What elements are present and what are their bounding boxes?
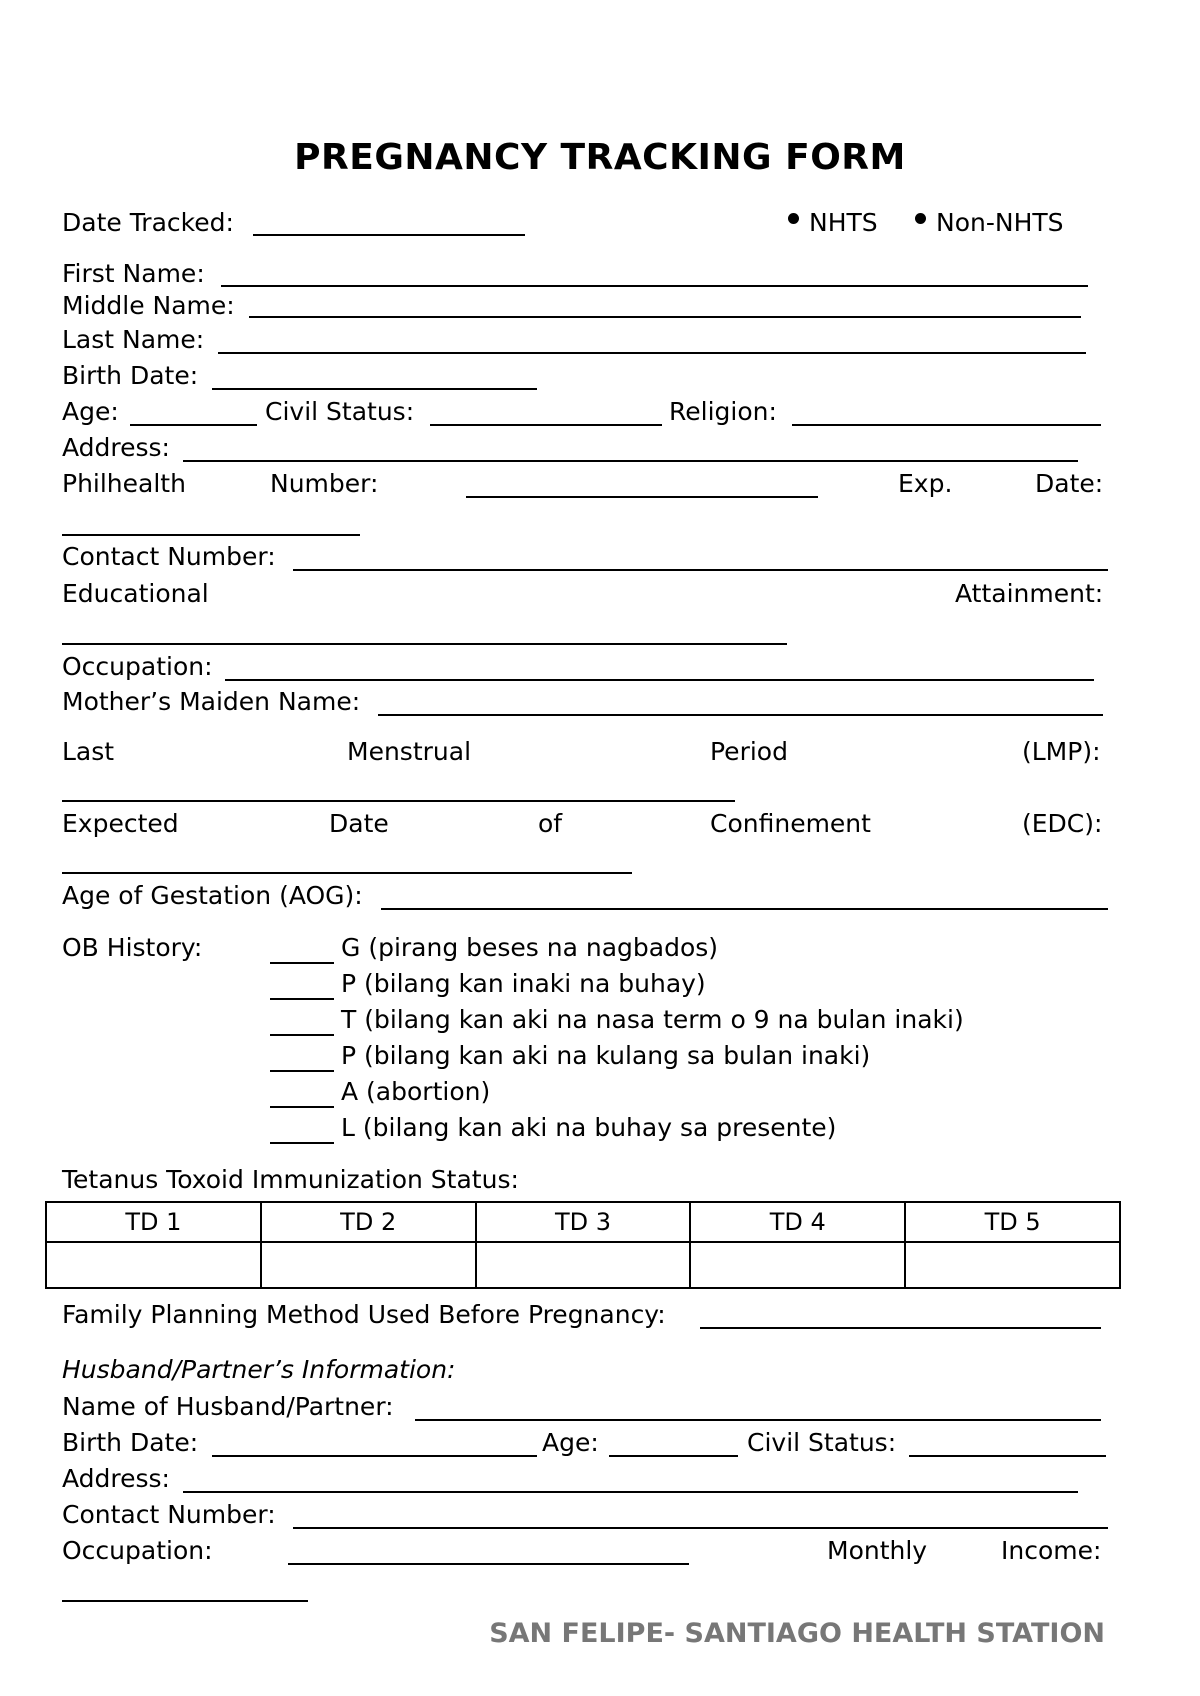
birth-date-label: Birth Date:: [62, 361, 199, 390]
occupation-line[interactable]: [225, 679, 1094, 681]
exp-date-line[interactable]: [62, 534, 360, 536]
ob-t-line[interactable]: [270, 1034, 334, 1036]
nhts-option[interactable]: [788, 208, 878, 238]
ob-item-p: P (bilang kan inaki na buhay): [341, 969, 706, 998]
husband-age-line[interactable]: [609, 1455, 738, 1457]
age-line[interactable]: [130, 424, 257, 426]
ob-item-l: L (bilang kan aki na buhay sa presente): [341, 1113, 837, 1142]
exp-label-2: Date:: [1035, 469, 1104, 498]
ob-a-line[interactable]: [270, 1106, 334, 1108]
td3-header: TD 3: [476, 1202, 691, 1242]
lmp-label-2: Menstrual: [347, 737, 472, 766]
ob-g-line[interactable]: [270, 962, 334, 964]
date-tracked-label: Date Tracked:: [62, 208, 234, 237]
income-label: Income:: [1001, 1536, 1102, 1565]
tetanus-entry-row: [46, 1242, 1120, 1288]
religion-line[interactable]: [792, 424, 1101, 426]
aog-line[interactable]: [381, 908, 1108, 910]
mothers-maiden-name-label: Mother’s Maiden Name:: [62, 687, 361, 716]
edc-label-2: Date: [329, 809, 389, 838]
ob-history-label: OB History:: [62, 933, 203, 962]
td4-header: TD 4: [690, 1202, 905, 1242]
ob-item-a: A (abortion): [341, 1077, 491, 1106]
edc-label-5: (EDC):: [1022, 809, 1103, 838]
td5-header: TD 5: [905, 1202, 1120, 1242]
husband-contact-label: Contact Number:: [62, 1500, 276, 1529]
husband-contact-line[interactable]: [293, 1527, 1108, 1529]
td1-cell[interactable]: [46, 1242, 261, 1288]
middle-name-label: Middle Name:: [62, 291, 235, 320]
bullet-icon: [915, 213, 926, 224]
lmp-line[interactable]: [62, 800, 735, 802]
last-name-label: Last Name:: [62, 325, 205, 354]
husband-address-label: Address:: [62, 1464, 170, 1493]
address-line[interactable]: [183, 460, 1078, 462]
td2-header: TD 2: [261, 1202, 476, 1242]
husband-birth-date-line[interactable]: [212, 1455, 537, 1457]
address-label: Address:: [62, 433, 170, 462]
tetanus-table: [45, 1201, 1121, 1289]
non-nhts-label: Non-NHTS: [936, 208, 1064, 237]
ob-item-g: G (pirang beses na nagbados): [341, 933, 719, 962]
contact-number-line[interactable]: [293, 569, 1108, 571]
ob-p-line[interactable]: [270, 998, 334, 1000]
ob-item-t: T (bilang kan aki na nasa term o 9 na bulan inaki): [341, 1005, 964, 1034]
middle-name-line[interactable]: [249, 316, 1081, 318]
form-title: PREGNANCY TRACKING FORM: [294, 137, 906, 178]
contact-number-label: Contact Number:: [62, 542, 276, 571]
edc-label-1: Expected: [62, 809, 179, 838]
husband-name-line[interactable]: [415, 1419, 1101, 1421]
lmp-label-3: Period: [710, 737, 788, 766]
monthly-label: Monthly: [827, 1536, 928, 1565]
edc-label-4: Confinement: [710, 809, 871, 838]
health-station-footer: SAN FELIPE- SANTIAGO HEALTH STATION: [489, 1618, 1105, 1649]
husband-name-label: Name of Husband/Partner:: [62, 1392, 394, 1421]
husband-civil-status-label: Civil Status:: [747, 1428, 897, 1457]
aog-label: Age of Gestation (AOG):: [62, 881, 363, 910]
lmp-label-4: (LMP):: [1022, 737, 1101, 766]
first-name-line[interactable]: [221, 285, 1088, 287]
nhts-label: NHTS: [809, 208, 878, 237]
first-name-label: First Name:: [62, 259, 205, 288]
educational-attainment-line[interactable]: [62, 643, 787, 645]
tetanus-header-row: [46, 1202, 1120, 1242]
td4-cell[interactable]: [690, 1242, 905, 1288]
tetanus-label: Tetanus Toxoid Immunization Status:: [62, 1165, 519, 1194]
husband-birth-date-label: Birth Date:: [62, 1428, 199, 1457]
attainment-label: Attainment:: [955, 579, 1104, 608]
husband-occupation-line[interactable]: [288, 1563, 689, 1565]
husband-age-label: Age:: [542, 1428, 599, 1457]
age-label: Age:: [62, 397, 119, 426]
husband-heading: Husband/Partner’s Information:: [62, 1355, 456, 1384]
td1-header: TD 1: [46, 1202, 261, 1242]
edc-line[interactable]: [62, 872, 632, 874]
bullet-icon: [788, 213, 799, 224]
family-planning-label: Family Planning Method Used Before Pregnancy:: [62, 1300, 666, 1329]
ob-item-p2: P (bilang kan aki na kulang sa bulan inaki): [341, 1041, 871, 1070]
husband-civil-status-line[interactable]: [909, 1455, 1106, 1457]
monthly-income-line[interactable]: [62, 1600, 308, 1602]
philhealth-label-1: Philhealth: [62, 469, 186, 498]
lmp-label-1: Last: [62, 737, 115, 766]
mothers-maiden-name-line[interactable]: [378, 714, 1103, 716]
philhealth-number-line[interactable]: [466, 496, 818, 498]
td5-cell[interactable]: [905, 1242, 1120, 1288]
exp-label-1: Exp.: [898, 469, 953, 498]
edc-label-3: of: [538, 809, 563, 838]
ob-p2-line[interactable]: [270, 1070, 334, 1072]
date-tracked-line[interactable]: [253, 234, 525, 236]
ob-l-line[interactable]: [270, 1142, 334, 1144]
philhealth-label-2: Number:: [270, 469, 379, 498]
td2-cell[interactable]: [261, 1242, 476, 1288]
family-planning-line[interactable]: [700, 1327, 1101, 1329]
birth-date-line[interactable]: [212, 388, 537, 390]
religion-label: Religion:: [669, 397, 777, 426]
td3-cell[interactable]: [476, 1242, 691, 1288]
occupation-label: Occupation:: [62, 652, 213, 681]
civil-status-line[interactable]: [430, 424, 662, 426]
husband-occupation-label: Occupation:: [62, 1536, 213, 1565]
husband-address-line[interactable]: [183, 1491, 1078, 1493]
civil-status-label: Civil Status:: [265, 397, 415, 426]
non-nhts-option[interactable]: [915, 208, 1064, 238]
last-name-line[interactable]: [218, 352, 1086, 354]
educational-label: Educational: [62, 579, 209, 608]
